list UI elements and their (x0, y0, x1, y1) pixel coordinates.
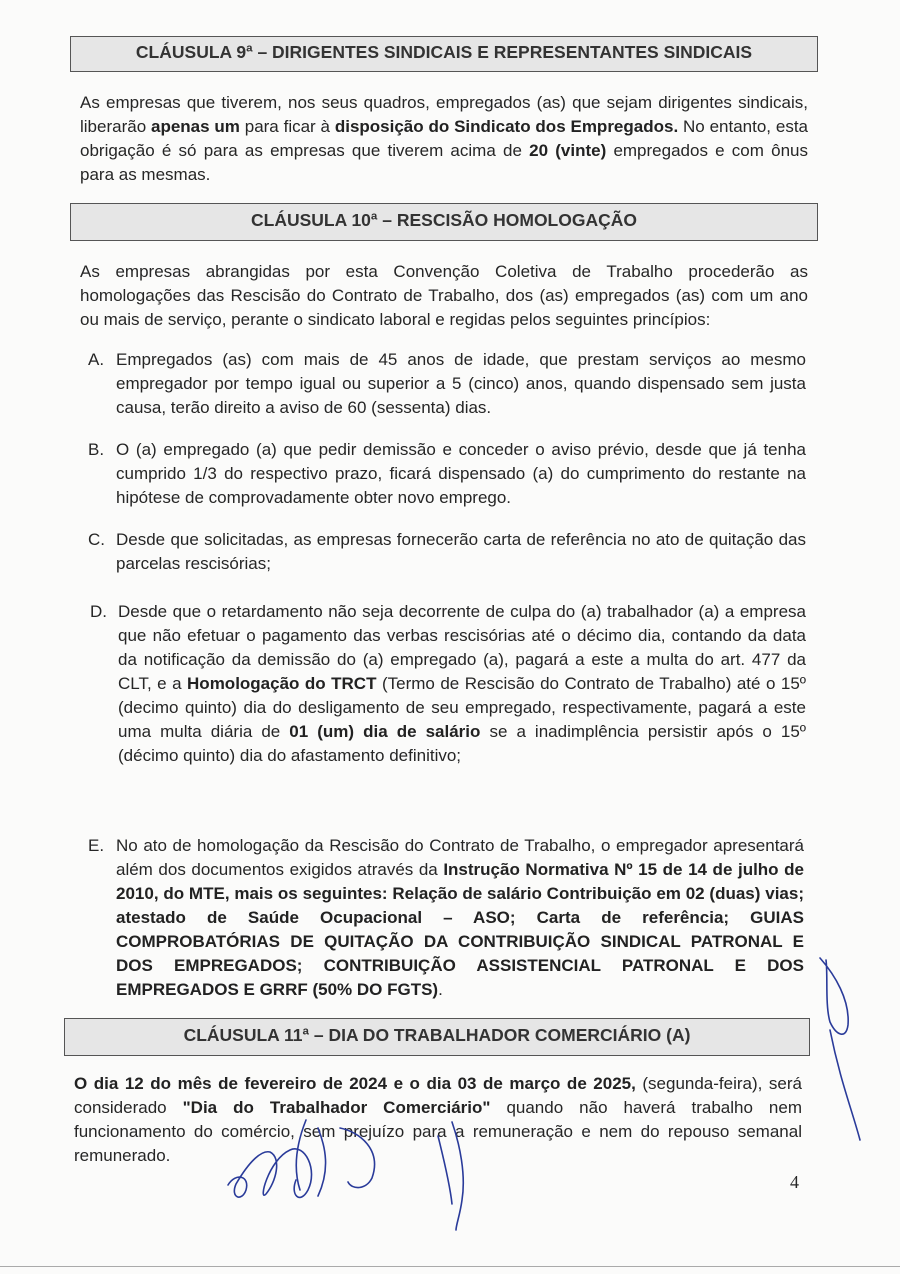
clause-10-intro: As empresas abrangidas por esta Convenção Coletiva de Trabalho procederão as homologações das Rescisão do Contrato de Trabalho, dos (as) empregados (as) com um ano ou mais de serviço, perante o sindicato laboral e regidas pelos seguintes princípios: (80, 262, 808, 329)
item-marker: D. (90, 602, 107, 621)
clause-9-body (80, 91, 808, 187)
text-run: para ficar à (239, 117, 335, 136)
text-run: No ato de homologação da Rescisão do Contrato de Trabalho, o empregador apresentará além dos documentos exigidos através da (116, 836, 804, 879)
bold-text-run: O dia 12 do mês de fevereiro de 2024 e o dia 03 de março de 2025, (74, 1074, 636, 1093)
text-run: quando não haverá trabalho nem funcionamento do comércio, sem prejuízo para a remuneração e nem do repouso semanal remunerado. (74, 1098, 802, 1165)
bold-text-run: "Dia do Trabalhador Comerciário" (182, 1098, 491, 1117)
page-edge-divider (0, 1266, 900, 1267)
text-run: (segunda-feira), será considerado (74, 1074, 802, 1117)
item-marker: B. (88, 440, 105, 459)
text-run: Desde que solicitadas, as empresas fornecerão carta de referência no ato de quitação das parcelas rescisórias; (116, 530, 806, 573)
clause-9-heading: CLÁUSULA 9ª – DIRIGENTES SINDICAIS E REPRESENTANTES SINDICAIS (70, 36, 818, 72)
clause-11-heading: CLÁUSULA 11ª – DIA DO TRABALHADOR COMERCIÁRIO (A) (64, 1018, 810, 1056)
item-marker: E. (88, 836, 105, 855)
bold-text-run: Homologação do TRCT (187, 674, 377, 693)
item-marker: A. (88, 350, 105, 369)
text-run: se a inadimplência persistir após o 15º (décimo quinto) dia do afastamento definitivo; (118, 722, 806, 765)
text-run: Desde que o retardamento não seja decorrente de culpa do (a) trabalhador (a) a empresa que não efetuar o pagamento das verbas rescisórias até o décimo dia, contando da data da notificação da demissão do (a) empregado (a), pagará a este a multa do art. 477 da CLT, e a (118, 602, 806, 693)
item-text (116, 438, 806, 510)
text-run: (Termo de Rescisão do Contrato de Trabalho) até o 15º (decimo quinto) dia do desligamento de seu empregado, respectivamente, pagará a este uma multa diária de (118, 674, 806, 741)
text-run: . (438, 980, 443, 999)
item-text (118, 600, 806, 768)
bold-text-run: disposição do Sindicato dos Empregados. (334, 117, 679, 136)
item-text (116, 528, 806, 576)
item-text (116, 348, 806, 420)
text-run: Empregados (as) com mais de 45 anos de idade, que prestam serviços ao mesmo empregador por tempo igual ou superior a 5 (cinco) anos, quando dispensado sem justa causa, terão direito a aviso de 60 (sessenta) dias. (116, 350, 806, 417)
text-run: As empresas que tiverem, nos seus quadros, empregados (as) que sejam dirigentes sindicais, liberarão (80, 93, 808, 136)
text-run: O (a) empregado (a) que pedir demissão e conceder o aviso prévio, desde que já tenha cumprido 1/3 do respectivo prazo, ficará dispensado (a) do cumprimento do restante na hipótese de comprovadamente obter novo emprego. (116, 440, 806, 507)
bold-text-run: 01 (um) dia de salário (289, 722, 481, 741)
item-text (116, 834, 804, 1002)
text-run: No entanto, esta obrigação é só para as empresas que tiverem acima de (80, 117, 808, 160)
bold-text-run: apenas um (150, 117, 240, 136)
text-run: empregados e com ônus para as mesmas. (80, 141, 808, 184)
page-number: 4 (790, 1172, 799, 1192)
item-marker: C. (88, 530, 105, 549)
clause-10-heading: CLÁUSULA 10ª – RESCISÃO HOMOLOGAÇÃO (70, 203, 818, 241)
bold-text-run: 20 (vinte) (529, 141, 607, 160)
clause-11-body (74, 1072, 802, 1168)
bold-text-run: Instrução Normativa Nº 15 de 14 de julho de 2010, do MTE, mais os seguintes: Relação de salário Contribuição em 02 (duas) vias; atestado de Saúde Ocupacional – ASO; Carta de referência; GUIAS COMPROBATÓRIAS DE QUITAÇÃO DA CONTRIBUIÇÃO SINDICAL PATRONAL E DOS EMPREGADOS; CONTRIBUIÇÃO ASSISTENCIAL PATRONAL E DOS EMPREGADOS E GRRF (50% DO FGTS) (116, 860, 804, 999)
